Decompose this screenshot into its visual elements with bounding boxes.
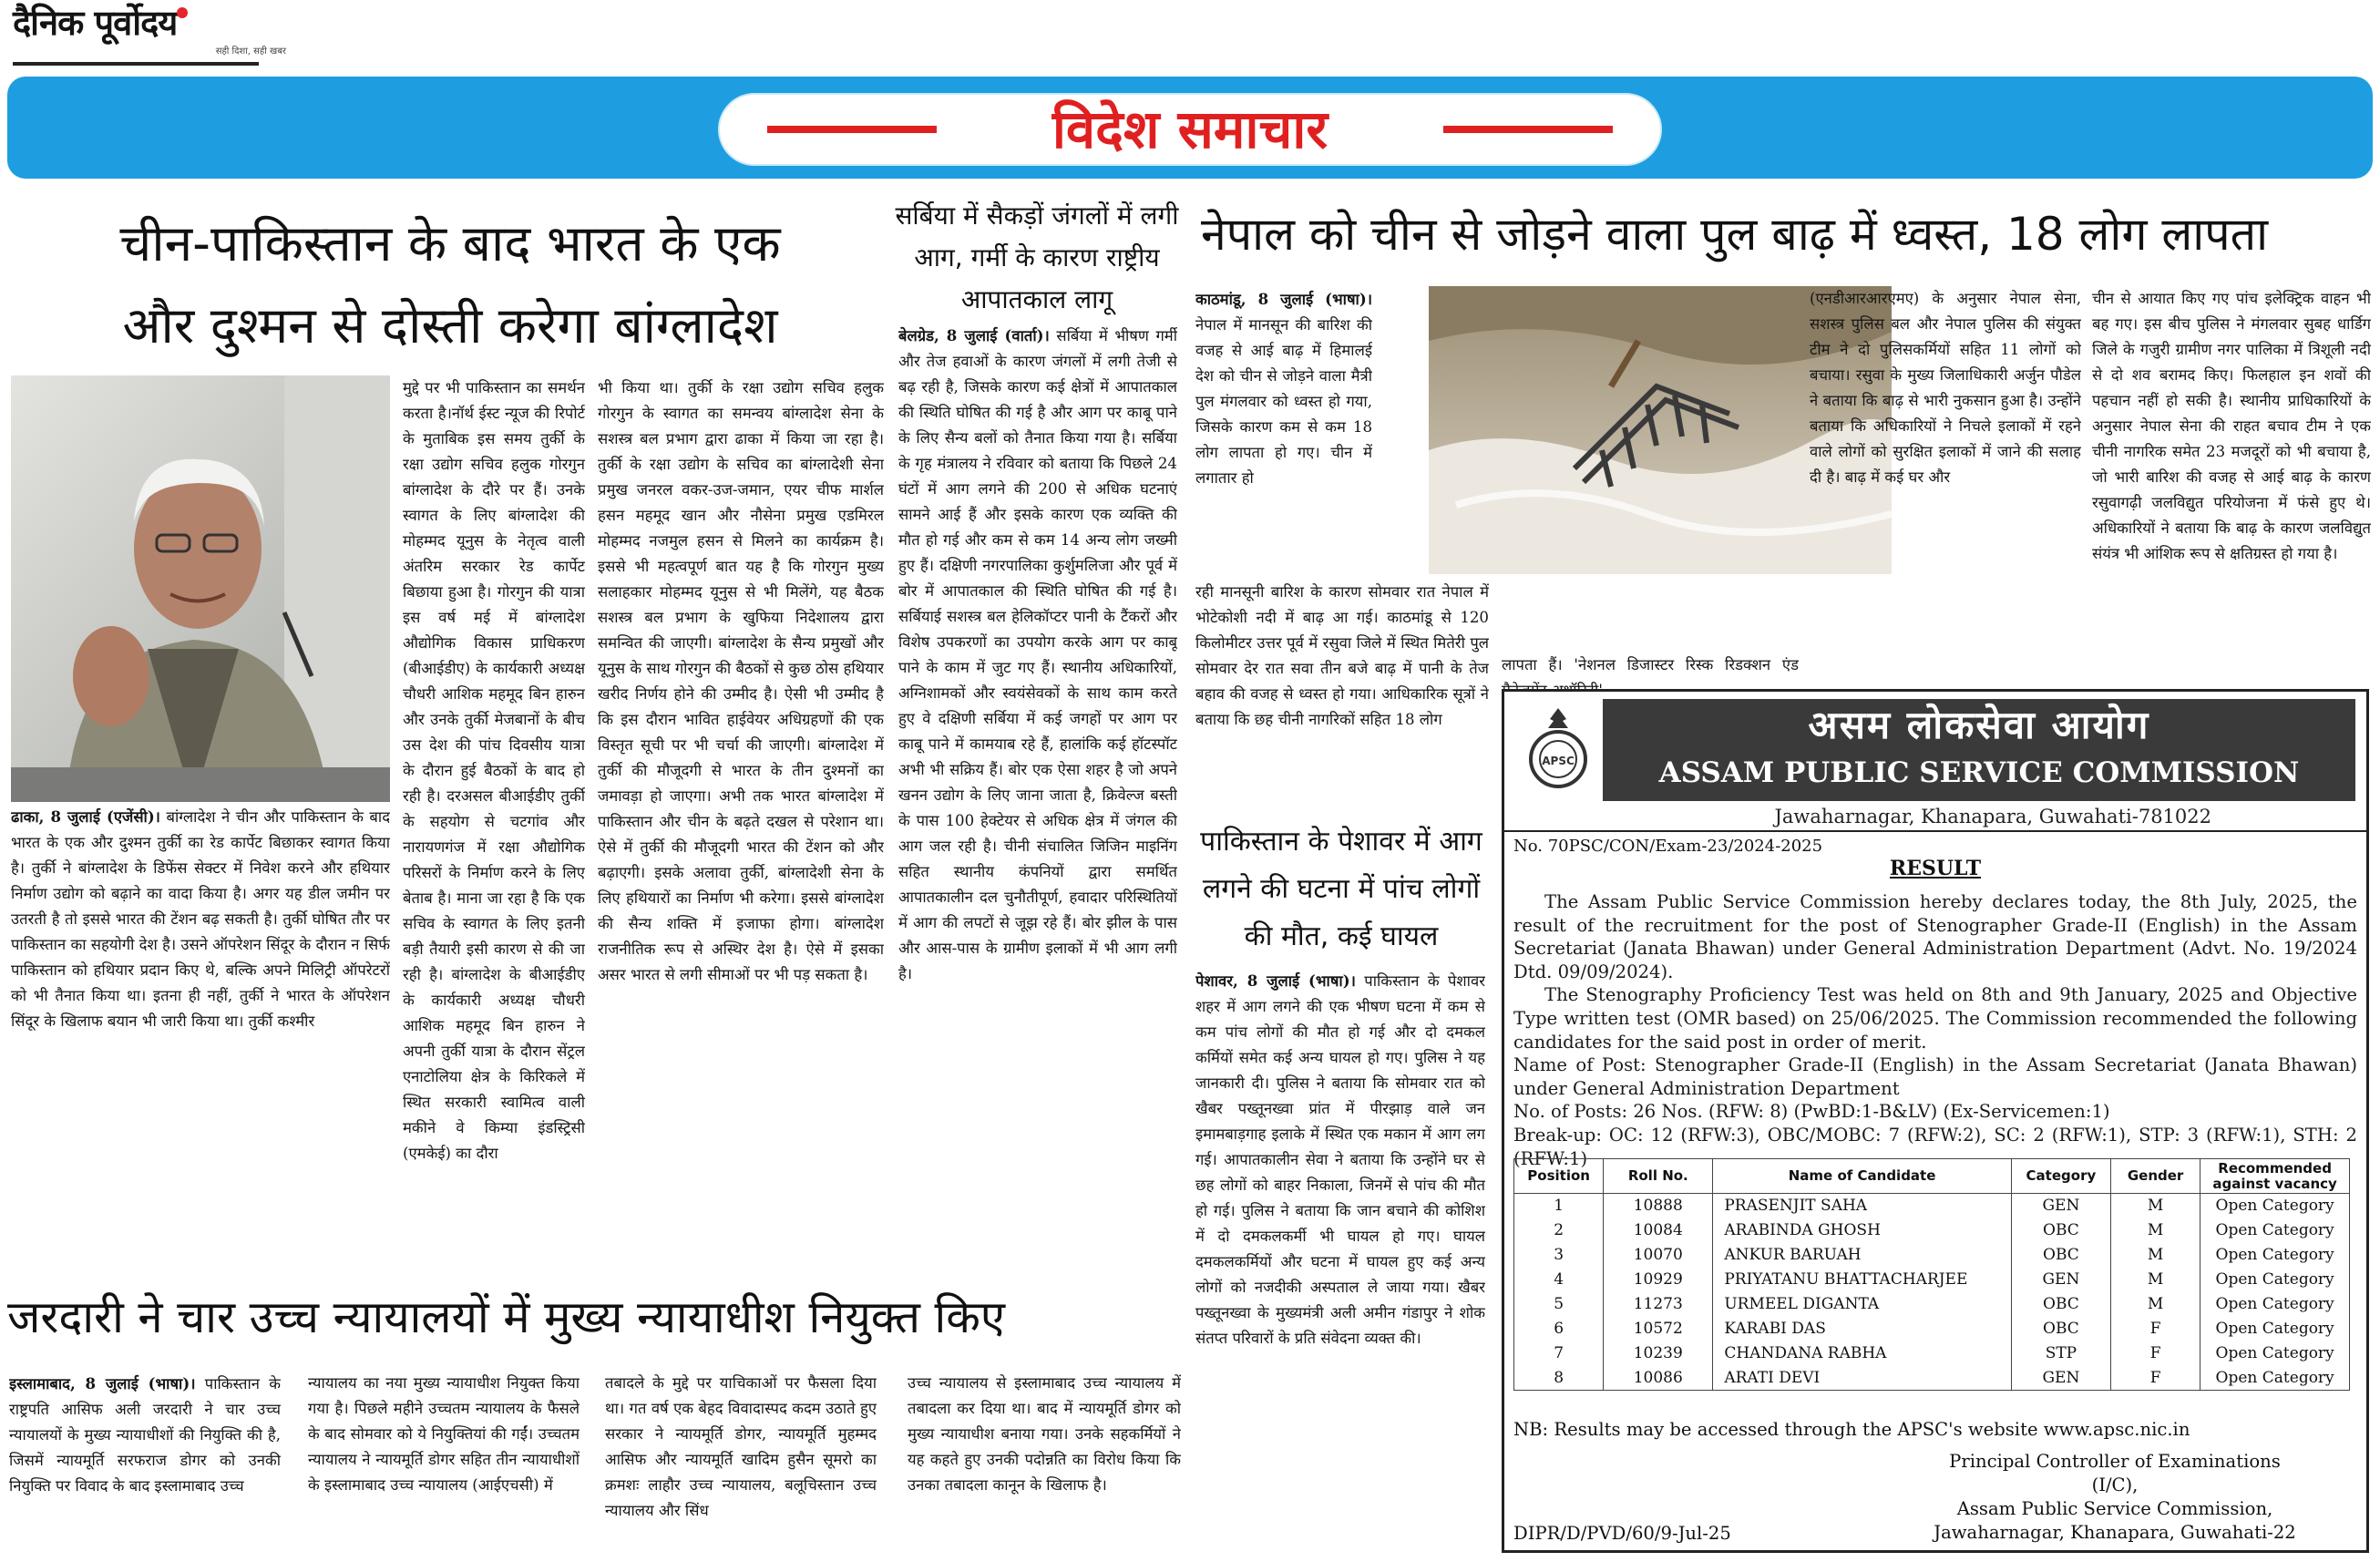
photo-speaker-illustration [11,375,390,802]
zardari-col4: उच्च न्यायालय से इस्लामाबाद उच्च न्यायालय में तबादला कर दिया था। बाद में न्यायमूर्ति डोगर को मुख्य न्यायाधीश बनाया गया। उनके सहकर्मियों ने यह कहते हुए उनकी पदोन्नति का विरोध किया कि उनका तबादला कानून के खिलाफ है। [908,1374,1181,1494]
cell-position: 3 [1514,1243,1604,1268]
cell-vacancy: Open Category [2200,1194,2350,1218]
masthead-tagline: सही दिशा, सही खबर [215,46,286,57]
photo-speaker [11,375,390,802]
zardari-col1 [9,1371,281,1557]
cell-category: OBC [2011,1243,2110,1268]
cell-gender: F [2110,1317,2200,1341]
cell-roll: 10888 [1604,1194,1713,1218]
cell-roll: 10086 [1604,1366,1713,1391]
cell-roll: 11273 [1604,1292,1713,1317]
cell-roll: 10929 [1604,1268,1713,1292]
headline-bangladesh [13,202,887,366]
nepal-dateline: काठमांडू, 8 जुलाई (भाषा)। [1195,290,1372,308]
cell-gender: M [2110,1194,2200,1218]
cell-roll: 10239 [1604,1341,1713,1366]
apsc-para1: The Assam Public Service Commission hereby declares today, the 8th July, 2025, the result of the recruitment for the post of Stenographer Grade-II (English) in the Assam Secretariat (Janata Bhawan) under General Administration Department (Advt. No. 19/2024 Dtd. 09/09/2024). [1513,891,2357,982]
section-rule-left [767,126,937,133]
cell-position: 7 [1514,1341,1604,1366]
cell-position: 6 [1514,1317,1604,1341]
peshawar-text: पाकिस्तान के पेशावर शहर में आग लगने की एक भीषण घटना में कम से कम पांच लोगों की मौत हो गई और दो दमकल कर्मियों समेत कई अन्य घायल हो गए। पुलिस ने यह जानकारी दी। पुलिस ने बताया कि सोमवार रात को खैबर पख्तूनख्वा प्रांत में पीरझाड़ वाले जन इमामबाड़गाह इलाके में स्थित एक मकान में आग लग गई। आपातकालीन सेवा ने बताया कि उन्होंने घर से छह लोगों को बाहर निकाला, जिनमें से पांच की मौत हो गई। पुलिस ने बताया कि जान बचाने की कोशिश में दो दमकलकर्मी भी घायल हो गए। घायल दमकलकर्मियों और घटना में घायल हुए कई अन्य लोगों को नजदीकी अस्पताल ले जाया गया। खैबर पख्तूनख्वा के मुख्यमंत्री अली अमीन गंडापुर ने शोक संतप्त परिवारों के प्रति संवेदना व्यक्त की। [1195,972,1485,1347]
apsc-address: Jawaharnagar, Khanapara, Guwahati-781022 [1774,806,2211,827]
apsc-signatory-line2: Assam Public Service Commission, [1956,1498,2273,1519]
cell-name: CHANDANA RABHA [1713,1341,2012,1366]
headline-peshawar: पाकिस्तान के पेशावर में आग लगने की घटना में पांच लोगों की मौत, कई घायल [1200,826,1482,952]
nepal-col-a-bottom: रही मानसूनी बारिश के कारण सोमवार रात नेपाल में भोटेकोशी नदी में बाढ़ आ गई। काठमांडू से 120 किलोमीटर उत्तर पूर्व में रसुवा जिले में स्थित मितेरी पुल सोमवार देर रात सवा तीन बजे बाढ़ में पानी के तेज बहाव की वजह से ध्वस्त हो गया। आधिकारिक सूत्रों ने बताया कि छह चीनी नागरिकों सहित 18 लोग [1195,583,1489,728]
table-row [1514,1317,2350,1341]
cell-name: ANKUR BARUAH [1713,1243,2012,1268]
cell-gender: F [2110,1366,2200,1391]
cell-category: GEN [2011,1268,2110,1292]
apsc-result-heading: RESULT [1889,857,1982,880]
nepal-col-d: चीन से आयात किए गए पांच इलेक्ट्रिक वाहन भी बह गए। इस बीच पुलिस ने मंगलवार सुबह धार्डिग जिले के गजुरी ग्रामीण नगर पालिका में त्रिशूली नदी से दो शव बरामद किए। फिलहाल इन शवों की पहचान नहीं हो सकी है। स्थानीय प्राधिकारियों के अनुसार नेपाल सेना की राहत बचाव टीम ने एक चीनी नागरिक समेत 23 मजदूरों को भी बचाया है, जो भारी बारिश की वजह से आई बाढ़ के कारण रसुवागढ़ी जलविद्युत परियोजना में फंसे हुए थे। अधिकारियों ने बताया कि बाढ़ के कारण जलविद्युत संयंत्र भी आंशिक रूप से क्षतिग्रस्त हो गया है। [2092,290,2371,562]
cell-vacancy: Open Category [2200,1268,2350,1292]
table-row [1514,1218,2350,1243]
cell-position: 8 [1514,1366,1604,1391]
apsc-header [1603,699,2355,801]
zardari-col2: न्यायालय का नया मुख्य न्यायाधीश नियुक्त किया गया है। पिछले महीने उच्चतम न्यायालय के फैसले के बाद सोमवार को ये नियुक्तियां की गईं। उच्चतम न्यायालय ने न्यायमूर्ति डोगर सहित तीन न्यायाधीशों के इस्लामाबाद उच्च न्यायालय (आईएचसी) में [308,1374,580,1494]
cell-name: PRASENJIT SAHA [1713,1194,2012,1218]
cell-gender: F [2110,1341,2200,1366]
apsc-table-body [1514,1194,2350,1391]
headline-serbia: सर्बिया में सैकड़ों जंगलों में लगी आग, गर्मी के कारण राष्ट्रीय आपातकाल लागू [895,200,1179,314]
masthead-name: दैनिक पूर्वोदय [13,3,178,43]
apsc-note: NB: Results may be accessed through the APSC's website www.apsc.nic.in [1513,1419,2190,1440]
cell-position: 2 [1514,1218,1604,1243]
serbia-body [898,323,1177,1276]
peshawar-dateline: पेशावर, 8 जुलाई (भाषा)। [1195,971,1356,990]
table-row [1514,1243,2350,1268]
nepal-col-c: (एनडीआरआरएमए) के अनुसार नेपाल सेना, सशस्त्र पुलिस बल और नेपाल पुलिस की संयुक्त टीम ने दो पुलिसकर्मियों सहित 11 लोगों को बचाया। रसुवा के मुख्य जिलाधिकारी अर्जुन पौडेल ने बताया कि बाढ़ से भारी नुकसान हुआ है। उन्होंने बताया कि अधिकारियों ने निचले इलाकों में रहने वाले लोगों को सुरक्षित इलाकों में जाने की सलाह दी है। बाढ़ में कई घर और [1810,290,2081,486]
cell-position: 1 [1514,1194,1604,1218]
headline-zardari: जरदारी ने चार उच्च न्यायालयों में मुख्य न्यायाधीश नियुक्त किए [7,1291,1005,1343]
bangladesh-col1-text: बांग्लादेश ने चीन और पाकिस्तान के बाद भारत के एक और दुश्मन तुर्की का रेड कार्पेट बिछाकर स्वागत किया है। तुर्की ने बांग्लादेश के डिफेंस सेक्टर में निवेश करने और हथियार निर्माण उद्योग को बढ़ाने का वादा किया है। अगर यह डील जमीन पर उतरती है तो इससे भारत की टेंशन बढ़ सकती है। तुर्की घोषित तौर पर पाकिस्तान का सहयोगी देश है। उसने ऑपरेशन सिंदूर के दौरान न सिर्फ पाकिस्तान को हथियार प्रदान किए थे, बल्कि अपने मिलिट्री ऑपरेटरों को भी तैनात किया था। इतना ही नहीं, तुर्की ने भारत के ऑपरेशन सिंदूर के खिलाफ बयान भी जारी किया था। तुर्की कश्मीर [11,808,390,1030]
table-row [1514,1366,2350,1391]
cell-vacancy: Open Category [2200,1341,2350,1366]
cell-position: 4 [1514,1268,1604,1292]
section-title: विदेश समाचार [1052,98,1328,160]
cell-roll: 10084 [1604,1218,1713,1243]
th-vacancy: Recommended against vacancy [2200,1159,2350,1194]
cell-name: URMEEL DIGANTA [1713,1292,2012,1317]
cell-name: PRIYATANU BHATTACHARJEE [1713,1268,2012,1292]
table-row [1514,1341,2350,1366]
apsc-post-name: Name of Post: Stenographer Grade-II (English) in the Assam Secretariat (Janata Bhawan) under General Administration Department [1513,1054,2357,1099]
th-name: Name of Candidate [1713,1159,2012,1194]
apsc-rule [1504,830,2366,832]
table-row [1514,1268,2350,1292]
apsc-signatory-line1: Principal Controller of Examinations (I/C), [1949,1451,2281,1495]
cell-name: KARABI DAS [1713,1317,2012,1341]
serbia-dateline: बेलग्रेड, 8 जुलाई (वार्ता)। [898,326,1050,344]
zardari-col1-text: पाकिस्तान के राष्ट्रपति आसिफ अली जरदारी ने चार उच्च न्यायालयों के मुख्य न्यायाधीशों की नियुक्ति की है, जिसमें न्यायमूर्ति सरफराज डोगर को उनकी नियुक्ति पर विवाद के बाद इस्लामाबाद उच्च [9,1375,281,1495]
apsc-seal-text: APSC [1542,755,1575,767]
headline-bangladesh-line1: चीन-पाकिस्तान के बाद भारत के एक [119,214,781,272]
apsc-ref-no: No. 70PSC/CON/Exam-23/2024-2025 [1513,837,1823,856]
table-row [1514,1292,2350,1317]
th-category: Category [2011,1159,2110,1194]
peshawar-body [1195,968,1485,1557]
cell-gender: M [2110,1243,2200,1268]
apsc-signatory [1923,1450,2306,1545]
nepal-col-a-top-text: नेपाल में मानसून की बारिश की वजह से आई बाढ़ में हिमालई देश को चीन से जोड़ने वाला मैत्री पुल मंगलवार को ध्वस्त हो गया, जिसके कारण कम से कम 18 लोग लापता हो गए। चीन में लगातार हो [1195,316,1372,487]
section-rule-right [1443,126,1613,133]
cell-category: GEN [2011,1366,2110,1391]
cell-vacancy: Open Category [2200,1292,2350,1317]
apsc-title-hindi: असम लोकसेवा आयोग [1808,703,2150,747]
cell-category: GEN [2011,1194,2110,1218]
zardari-col3: तबादले के मुद्दे पर याचिकाओं पर फैसला दिया था। गत वर्ष एक बेहद विवादास्पद कदम उठाते हुए सरकार ने न्यायमूर्ति डोगर, न्यायमूर्ति मुहम्मद आसिफ और न्यायमूर्ति खादिम हुसैन सूमरो का क्रमशः लाहौर उच्च न्यायालय, बलूचिस्तान उच्च न्यायालय और सिंध [605,1374,877,1519]
apsc-table-header [1514,1159,2350,1194]
bangladesh-col2-text: मुद्दे पर भी पाकिस्तान का समर्थन करता है।नॉर्थ ईस्ट न्यूज की रिपोर्ट के मुताबिक इस समय तुर्की के रक्षा उद्योग सचिव हलुक गोरगुन बांग्लादेश के दौरे पर हैं। उनके स्वागत के लिए बांग्लादेश की मोहम्मद यूनुस के नेतृत्व वाली अंतरिम सरकार रेड कार्पेट बिछाया हुआ है। गोरगुन की यात्रा इस वर्ष मई में बांग्लादेश औद्योगिक विकास प्राधिकरण (बीआईडीए) के कार्यकारी अध्यक्ष चौधरी आशिक महमूद बिन हारुन और उनके तुर्की मेजबानों के बीच उस देश की पांच दिवसीय यात्रा के दौरान हुई बैठकों के बाद हो रही है। दरअसल बीआईडीए तुर्की के सहयोग से चटगांव और नारायणगंज में रक्षा औद्योगिक परिसरों के निर्माण करने के लिए बेताब है। माना जा रहा है कि एक सचिव के स्वागत के लिए इतनी बड़ी तैयारी इसी कारण से की जा रही है। बांग्लादेश के बीआईडीए के कार्यकारी अध्यक्ष चौधरी आशिक महमूद बिन हारुन ने अपनी तुर्की यात्रा के दौरान सेंट्रल एनाटोलिया क्षेत्र के किरिकले में स्थित सरकारी स्वामित्व वाली मकीने वे किम्या इंडस्ट्रिसी (एमकेई) का दौरा [403,379,585,1162]
nepal-col-b-bottom: लापता हैं। 'नेशनल डिजास्टर रिस्क रिडक्शन एंड [1502,656,1799,673]
apsc-seal-icon [1526,704,1590,796]
cell-gender: M [2110,1218,2200,1243]
th-gender: Gender [2110,1159,2200,1194]
cell-vacancy: Open Category [2200,1243,2350,1268]
cell-vacancy: Open Category [2200,1317,2350,1341]
cell-vacancy: Open Category [2200,1366,2350,1391]
bangladesh-col3-text: भी किया था। तुर्की के रक्षा उद्योग सचिव हलुक गोरगुन के स्वागत का समन्वय बांग्लादेश सेना के सशस्त्र बल प्रभाग द्वारा ढाका में किया जा रहा है। तुर्की के रक्षा उद्योग के सचिव का बांग्लादेशी सेना प्रमुख जनरल वकर-उज-जमान, एयर चीफ मार्शल हसन महमूद खान और नौसेना प्रमुख एडमिरल मोहम्मद नजमुल हसन से मिलने का कार्यक्रम है। इससे भी महत्वपूर्ण बात यह है कि गोरगुन मुख्य सलाहकार मोहम्मद यूनुस से भी मिलेंगे, यह बैठक सशस्त्र बल प्रभाग के खुफिया निदेशालय द्वारा समन्वित की जाएगी। बांग्लादेश के सैन्य प्रमुखों और यूनुस के साथ गोरगुन की बैठकों से कुछ ठोस हथियार खरीद निर्णय होने की उम्मीद है। ऐसी भी उम्मीद है कि इस दौरान भावित हाईवेयर अधिग्रहणों की एक विस्तृत सूची पर भी चर्चा की जाएगी। बांग्लादेश में तुर्की की मौजूदगी से भारत के तीन दुश्मनों का जमावड़ा हो जाएगा। अभी तक भारत बांग्लादेश में पाकिस्तान और चीन के बढ़ते दखल से परेशान था। ऐसे में तुर्की की मौजूदगी भारत की टेंशन को और बढ़ाएगी। इसके अलावा तुर्की, बांग्लादेशी सेना के लिए हथियारों का निर्माण भी करेगा। इससे बांग्लादेश की सैन्य शक्ति में इजाफा होगा। बांग्लादेश राजनीतिक रूप से अस्थिर देश है। ऐसे में इसका असर भारत से लगी सीमाओं पर भी पड़ सकता है। [598,379,884,983]
masthead [13,2,286,64]
cell-name: ARATI DEVI [1713,1366,2012,1391]
apsc-result-table [1513,1158,2350,1391]
apsc-advertisement [1502,689,2369,1553]
masthead-dot-icon [177,7,188,18]
th-roll: Roll No. [1604,1159,1713,1194]
cell-category: OBC [2011,1218,2110,1243]
apsc-signatory-line3: Jawaharnagar, Khanapara, Guwahati-22 [1934,1522,2296,1543]
apsc-posts: No. of Posts: 26 Nos. (RFW: 8) (PwBD:1-B&LV) (Ex-Servicemen:1) [1513,1101,2110,1123]
nepal-col-a-top [1195,286,1372,565]
cell-category: OBC [2011,1292,2110,1317]
headline-nepal: नेपाल को चीन से जोड़ने वाला पुल बाढ़ में ध्वस्त, 18 लोग लापता [1201,208,2269,261]
cell-roll: 10070 [1604,1243,1713,1268]
cell-roll: 10572 [1604,1317,1713,1341]
masthead-rule [13,62,259,66]
cell-category: STP [2011,1341,2110,1366]
bangladesh-dateline: ढाका, 8 जुलाई (एजेंसी)। [11,807,160,826]
apsc-dipr: DIPR/D/PVD/60/9-Jul-25 [1513,1523,1731,1544]
apsc-para2: The Stenography Proficiency Test was held on 8th and 9th January, 2025 and Objective Type written test (OMR based) on 25/06/2025. The Commission recommended the following candidates for the said post in order of merit. [1513,984,2357,1053]
apsc-breakup: Break-up: OC: 12 (RFW:3), OBC/MOBC: 7 (RFW:2), SC: 2 (RFW:1), STP: 3 (RFW:1), STH: 2 (RFW:1) [1513,1124,2357,1169]
cell-position: 5 [1514,1292,1604,1317]
apsc-title-english: ASSAM PUBLIC SERVICE COMMISSION [1658,756,2300,789]
th-position: Position [1514,1159,1604,1194]
headline-bangladesh-line2: और दुश्मन से दोस्ती करेगा बांग्लादेश [122,296,778,355]
serbia-text: सर्बिया में भीषण गर्मी और तेज हवाओं के कारण जंगलों में लगी तेजी से बढ़ रही है, जिसके कारण कई क्षेत्रों में आपातकाल की स्थिति घोषित की गई है और आग पर काबू पाने के लिए सैन्य बलों को तैनात किया गया है। सर्बिया के गृह मंत्रालय ने रविवार को बताया कि पिछले 24 घंटों में आग लगने की 200 से अधिक घटनाएं सामने आई हैं और इसके कारण एक व्यक्ति की मौत हो गई और कम से कम 14 अन्य लोग जख्मी हुए हैं। दक्षिणी नगरपालिका कुर्शुमलिजा और पूर्व में बोर में आपातकाल की स्थिति घोषित की गई है। सर्बियाई सशस्त्र बल हेलिकॉप्टर पानी के टैंकरों और विशेष उपकरणों का उपयोग करके आग पर काबू पाने के काम में जुट गए हैं। स्थानीय अधिकारियों, अग्निशामकों और स्वयंसेवकों के साथ काम करते हुए वे दक्षिणी सर्बिया में कई जगहों पर आग पर काबू पाने में कामयाब रहे हैं, हालांकि कई हॉटस्पॉट अभी भी सक्रिय हैं। बोर एक ऐसा शहर है जो अपने खनन उद्योग के लिए जाना जाता है, क्रिवेल्ज बस्ती के पास 100 हेक्टेयर से अधिक क्षेत्र में जंगल की आग जल रही है। चीनी संचालित जिजिन माइनिंग सहित स्थानीय कंपनियों द्वारा समर्थित आपातकालीन दल चुनौतीपूर्ण, हवादार परिस्थितियों में आग की लपटों से जूझ रहे हैं। बोर झील के पास और आस-पास के ग्रामीण इलाकों में भी आग लगी है। [898,327,1177,982]
table-row [1514,1194,2350,1218]
cell-gender: M [2110,1268,2200,1292]
cell-category: OBC [2011,1317,2110,1341]
cell-gender: M [2110,1292,2200,1317]
cell-name: ARABINDA GHOSH [1713,1218,2012,1243]
cell-vacancy: Open Category [2200,1218,2350,1243]
apsc-body [1513,890,2357,1170]
zardari-dateline: इस्लामाबाद, 8 जुलाई (भाषा)। [9,1374,196,1392]
